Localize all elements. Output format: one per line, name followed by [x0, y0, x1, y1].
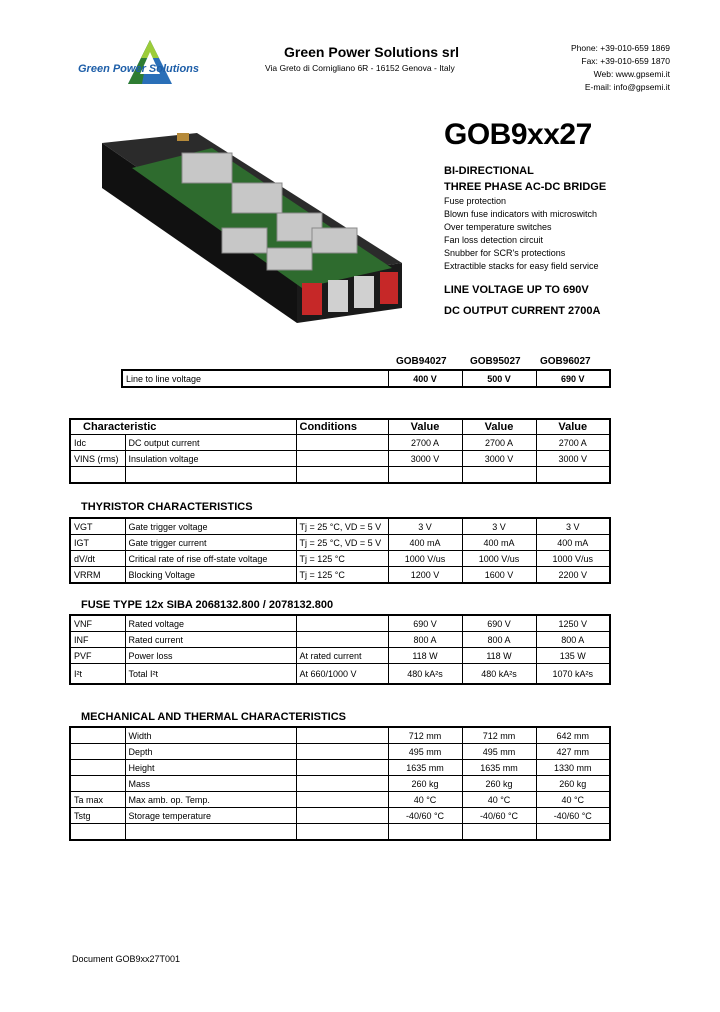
condition-cell: Tj = 125 °C — [296, 567, 388, 584]
company-name: Green Power Solutions srl — [284, 44, 460, 60]
logo-text: Green Power Solutions — [78, 63, 200, 75]
fuse-section-title: FUSE TYPE 12x SIBA 2068132.800 / 2078132.800 — [81, 599, 334, 611]
name-cell: Critical rate of rise off-state voltage — [125, 551, 296, 567]
condition-cell — [296, 632, 388, 648]
contact-email[interactable]: E-mail: info@gpsemi.it — [584, 82, 670, 92]
value-cell: 800 A — [388, 632, 462, 648]
value-cell: 1000 V/us — [388, 551, 462, 567]
name-cell: Total I²t — [125, 664, 296, 685]
product-subtitle-1: BI-DIRECTIONAL — [444, 165, 534, 177]
value-cell — [388, 467, 462, 484]
condition-cell: Tj = 25 °C, VD = 5 V — [296, 518, 388, 535]
value-cell: 1000 V/us — [536, 551, 610, 567]
name-cell: Mass — [125, 776, 296, 792]
value-cell: 1635 mm — [462, 760, 536, 776]
table-row — [70, 824, 610, 841]
table-row — [70, 632, 610, 648]
name-cell: Power loss — [125, 648, 296, 664]
value-cell: 400 mA — [462, 535, 536, 551]
value-cell: 480 kA²s — [462, 664, 536, 685]
value-cell: -40/60 °C — [536, 808, 610, 824]
symbol-cell: VINS (rms) — [70, 451, 125, 467]
table-row — [70, 776, 610, 792]
header-value: Value — [388, 419, 462, 435]
table-row — [70, 760, 610, 776]
name-cell — [125, 824, 296, 841]
name-cell — [125, 467, 296, 484]
thyristor-section-title: THYRISTOR CHARACTERISTICS — [81, 501, 253, 513]
table-row — [70, 467, 610, 484]
value-cell: 260 kg — [462, 776, 536, 792]
name-cell: Storage temperature — [125, 808, 296, 824]
value-cell: -40/60 °C — [388, 808, 462, 824]
feature-item: Extractible stacks for easy field service — [444, 261, 599, 271]
value-cell: 3 V — [388, 518, 462, 535]
value-cell: 500 V — [462, 370, 536, 387]
symbol-cell — [70, 824, 125, 841]
condition-cell — [296, 776, 388, 792]
value-cell: 118 W — [388, 648, 462, 664]
table-row — [70, 727, 610, 744]
symbol-cell: I²t — [70, 664, 125, 685]
condition-cell: At 660/1000 V — [296, 664, 388, 685]
value-cell: 260 kg — [388, 776, 462, 792]
line-voltage-table — [121, 369, 611, 388]
condition-cell — [296, 451, 388, 467]
table-row — [70, 615, 610, 632]
value-cell: 800 A — [536, 632, 610, 648]
value-cell: 1250 V — [536, 615, 610, 632]
thyristor-table — [69, 517, 611, 584]
value-cell: 3000 V — [536, 451, 610, 467]
line-voltage-spec: LINE VOLTAGE UP TO 690V — [444, 284, 589, 296]
model-header-1: GOB94027 — [396, 356, 447, 367]
symbol-cell — [70, 727, 125, 744]
value-cell: 1070 kA²s — [536, 664, 610, 685]
feature-item: Fan loss detection circuit — [444, 235, 544, 245]
symbol-cell: VRRM — [70, 567, 125, 584]
value-cell: 642 mm — [536, 727, 610, 744]
table-row — [70, 664, 610, 685]
value-cell: 800 A — [462, 632, 536, 648]
table-row — [70, 451, 610, 467]
feature-item: Over temperature switches — [444, 222, 552, 232]
name-cell: DC output current — [125, 435, 296, 451]
value-cell: 2700 A — [462, 435, 536, 451]
value-cell: 260 kg — [536, 776, 610, 792]
value-cell: 40 °C — [462, 792, 536, 808]
value-cell: 1635 mm — [388, 760, 462, 776]
document-reference: Document GOB9xx27T001 — [72, 954, 181, 964]
symbol-cell: Idc — [70, 435, 125, 451]
mechanical-section-title: MECHANICAL AND THERMAL CHARACTERISTICS — [81, 711, 347, 723]
table-row — [70, 792, 610, 808]
model-header-3: GOB96027 — [540, 356, 591, 367]
table-header-row — [70, 419, 610, 435]
value-cell: 480 kA²s — [388, 664, 462, 685]
symbol-cell — [70, 776, 125, 792]
table-row — [70, 435, 610, 451]
value-cell — [462, 467, 536, 484]
value-cell: 1000 V/us — [462, 551, 536, 567]
value-cell: 690 V — [462, 615, 536, 632]
value-cell — [388, 824, 462, 841]
value-cell: 712 mm — [388, 727, 462, 744]
symbol-cell — [70, 760, 125, 776]
value-cell: -40/60 °C — [462, 808, 536, 824]
feature-item: Snubber for SCR's protections — [444, 248, 566, 258]
condition-cell — [296, 792, 388, 808]
condition-cell — [296, 435, 388, 451]
value-cell: 40 °C — [388, 792, 462, 808]
symbol-cell: VGT — [70, 518, 125, 535]
header-conditions: Conditions — [296, 419, 388, 435]
condition-cell — [296, 727, 388, 744]
name-cell: Gate trigger voltage — [125, 518, 296, 535]
table-row — [70, 518, 610, 535]
condition-cell — [296, 808, 388, 824]
name-cell: Height — [125, 760, 296, 776]
table-row — [70, 744, 610, 760]
symbol-cell — [70, 744, 125, 760]
value-cell: 118 W — [462, 648, 536, 664]
value-cell — [536, 824, 610, 841]
value-cell: 712 mm — [462, 727, 536, 744]
value-cell: 1600 V — [462, 567, 536, 584]
condition-cell — [296, 467, 388, 484]
company-address: Via Greto di Cornigliano 6R - 16152 Genova - Italy — [265, 63, 455, 73]
value-cell: 3 V — [536, 518, 610, 535]
model-header-2: GOB95027 — [470, 356, 521, 367]
condition-cell — [296, 744, 388, 760]
name-cell: Depth — [125, 744, 296, 760]
product-image — [92, 128, 410, 328]
fuse-table — [69, 614, 611, 685]
contact-phone: Phone: +39-010-659 1869 — [570, 43, 670, 53]
value-cell: 40 °C — [536, 792, 610, 808]
product-model: GOB9xx27 — [444, 118, 592, 151]
symbol-cell: dV/dt — [70, 551, 125, 567]
table-row — [70, 648, 610, 664]
name-cell: Rated voltage — [125, 615, 296, 632]
feature-item: Fuse protection — [444, 196, 507, 206]
table-row — [70, 808, 610, 824]
condition-cell — [296, 760, 388, 776]
name-cell: Gate trigger current — [125, 535, 296, 551]
table-row — [122, 370, 610, 387]
main-characteristics-table — [69, 418, 611, 484]
name-cell: Blocking Voltage — [125, 567, 296, 584]
value-cell: 2700 A — [388, 435, 462, 451]
header-characteristic: Characteristic — [70, 419, 296, 435]
contact-fax: Fax: +39-010-659 1870 — [581, 56, 670, 66]
value-cell — [536, 467, 610, 484]
value-cell: 1330 mm — [536, 760, 610, 776]
contact-web[interactable]: Web: www.gpsemi.it — [593, 69, 670, 79]
header-value: Value — [536, 419, 610, 435]
name-cell: Rated current — [125, 632, 296, 648]
symbol-cell: Tstg — [70, 808, 125, 824]
mechanical-table — [69, 726, 611, 841]
value-cell: 495 mm — [462, 744, 536, 760]
feature-item: Blown fuse indicators with microswitch — [444, 209, 598, 219]
value-cell: 690 V — [388, 615, 462, 632]
value-cell: 427 mm — [536, 744, 610, 760]
condition-cell: At rated current — [296, 648, 388, 664]
table-row — [70, 567, 610, 584]
condition-cell: Tj = 25 °C, VD = 5 V — [296, 535, 388, 551]
name-cell: Width — [125, 727, 296, 744]
symbol-cell: PVF — [70, 648, 125, 664]
value-cell: 495 mm — [388, 744, 462, 760]
value-cell: 400 mA — [536, 535, 610, 551]
symbol-cell — [70, 467, 125, 484]
value-cell: 3000 V — [462, 451, 536, 467]
name-cell: Insulation voltage — [125, 451, 296, 467]
table-row — [70, 551, 610, 567]
value-cell — [462, 824, 536, 841]
value-cell: 2200 V — [536, 567, 610, 584]
condition-cell — [296, 824, 388, 841]
symbol-cell: INF — [70, 632, 125, 648]
dc-current-spec: DC OUTPUT CURRENT 2700A — [444, 305, 601, 317]
value-cell: 1200 V — [388, 567, 462, 584]
condition-cell: Tj = 125 °C — [296, 551, 388, 567]
value-cell: 3000 V — [388, 451, 462, 467]
row-label: Line to line voltage — [122, 370, 388, 387]
name-cell: Max amb. op. Temp. — [125, 792, 296, 808]
symbol-cell: VNF — [70, 615, 125, 632]
condition-cell — [296, 615, 388, 632]
value-cell: 400 mA — [388, 535, 462, 551]
symbol-cell: IGT — [70, 535, 125, 551]
value-cell: 135 W — [536, 648, 610, 664]
product-subtitle-2: THREE PHASE AC-DC BRIDGE — [444, 181, 607, 193]
value-cell: 3 V — [462, 518, 536, 535]
header-value: Value — [462, 419, 536, 435]
symbol-cell: Ta max — [70, 792, 125, 808]
value-cell: 400 V — [388, 370, 462, 387]
value-cell: 2700 A — [536, 435, 610, 451]
table-row — [70, 535, 610, 551]
value-cell: 690 V — [536, 370, 610, 387]
